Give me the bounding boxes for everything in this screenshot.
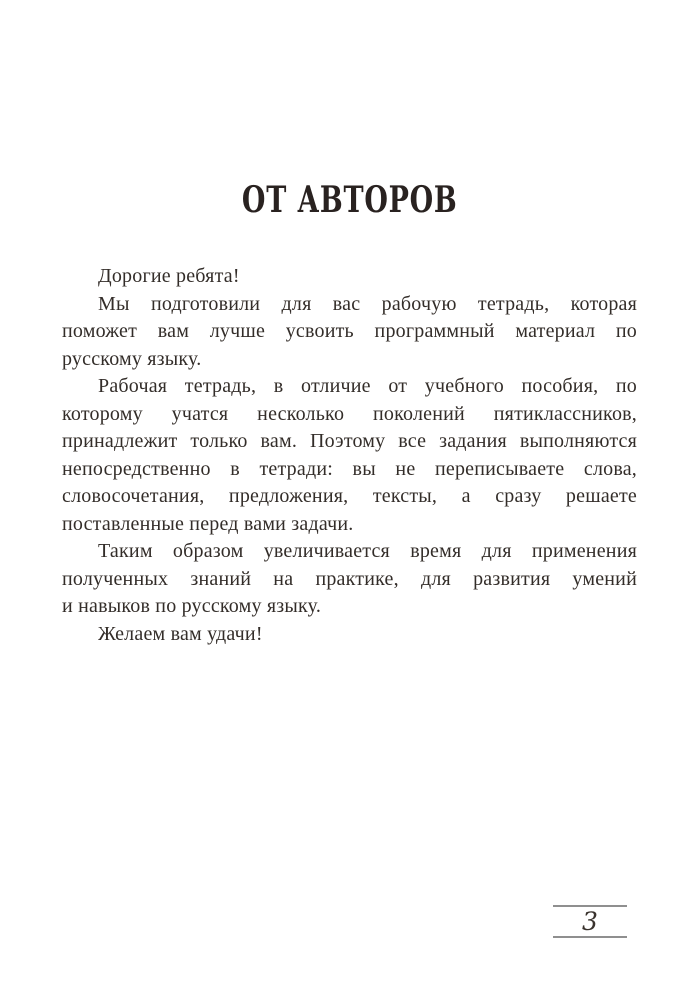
page-footer xyxy=(553,905,627,938)
text-line: непосредственно в тетради: вы не переписываете слова, xyxy=(62,457,637,480)
page-number: 3 xyxy=(582,907,598,936)
text-line: Таким образом увеличивается время для применения xyxy=(98,540,637,562)
text-line: поставленные перед вами задачи. xyxy=(62,512,354,535)
text-line: Дорогие ребята! xyxy=(98,265,240,287)
text-line: принадлежит только вам. Поэтому все задания выполняются xyxy=(62,430,637,452)
body-text xyxy=(62,263,637,648)
text-line: поможет вам лучше усвоить программный материал по xyxy=(62,320,637,342)
page-title-text: ОТ АВТОРОВ xyxy=(241,179,458,221)
text-line: Желаем вам удачи! xyxy=(98,622,263,645)
text-line: словосочетания, предложения, тексты, а сразу решаете xyxy=(62,485,637,507)
text-line: и навыков по русскому языку. xyxy=(62,595,322,617)
page-title xyxy=(62,181,637,219)
text-line: полученных знаний на практике, для развития умений xyxy=(62,567,637,590)
folio-bottom-rule xyxy=(553,936,627,938)
text-line: которому учатся несколько поколений пятиклассников, xyxy=(62,402,637,425)
text-line: русскому языку. xyxy=(62,347,202,370)
text-line: Рабочая тетрадь, в отличие от учебного пособия, по xyxy=(98,375,637,397)
text-line: Мы подготовили для вас рабочую тетрадь, которая xyxy=(98,292,637,315)
